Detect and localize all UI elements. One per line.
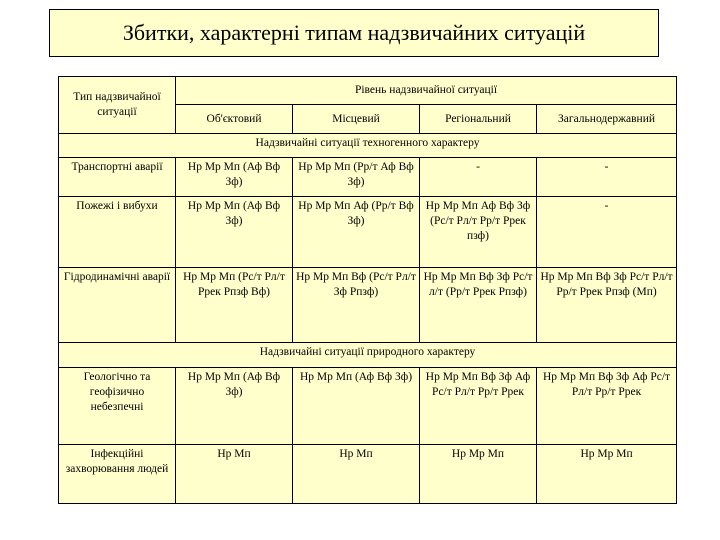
damage-cell: Нр Мр Мп (Рс/т Рл/т Ррек Рпзф Вф) bbox=[176, 268, 293, 343]
damage-cell: Нр Мр Мп (Аф Вф Зф) bbox=[176, 158, 293, 197]
table-row bbox=[59, 367, 677, 444]
section-title-natural: Надзвичайні ситуації природного характеру bbox=[59, 343, 677, 367]
level-national: Загальнодержавний bbox=[537, 105, 677, 133]
section-title-technogenic: Надзвичайні ситуації техногенного характеру bbox=[59, 133, 677, 157]
damage-cell: Нр Мр Мп Вф (Рс/т Рл/т Зф Рпзф) bbox=[293, 268, 420, 343]
table-row bbox=[59, 444, 677, 503]
level-regional: Регіональний bbox=[420, 105, 537, 133]
damage-cell: Нр Мр Мп (Аф Вф Зф) bbox=[176, 367, 293, 444]
damage-cell: Нр Мр Мп Вф Зф Аф Рс/т Рл/т Рр/т Ррек bbox=[420, 367, 537, 444]
damage-cell: Нр Мр Мп Аф Вф Зф (Рс/т Рл/т Рр/т Ррек пзф) bbox=[420, 196, 537, 267]
section-row bbox=[59, 343, 677, 367]
row-type: Геологічно та геофізично небезпечні bbox=[59, 367, 176, 444]
row-type: Пожежі і вибухи bbox=[59, 196, 176, 267]
row-type: Гідродинамічні аварії bbox=[59, 268, 176, 343]
section-row bbox=[59, 133, 677, 157]
damage-cell: Нр Мр Мп bbox=[537, 444, 677, 503]
damage-cell: Нр Мр Мп (Рр/т Аф Вф Зф) bbox=[293, 158, 420, 197]
damage-cell: Нр Мр Мп Вф Зф Аф Рс/т Рл/т Рр/т Ррек bbox=[537, 367, 677, 444]
level-header: Рівень надзвичайної ситуації bbox=[176, 77, 677, 105]
header-row bbox=[59, 77, 677, 105]
type-header: Тип надзвичайної ситуації bbox=[59, 77, 176, 134]
damage-cell: - bbox=[537, 196, 677, 267]
table-row bbox=[59, 268, 677, 343]
damage-cell: Нр Мп bbox=[293, 444, 420, 503]
page-title: Збитки, характерні типам надзвичайних ситуацій bbox=[49, 9, 659, 57]
damage-cell: Нр Мр Мп Вф Зф Рс/т л/т (Рр/т Ррек Рпзф) bbox=[420, 268, 537, 343]
damage-cell: - bbox=[420, 158, 537, 197]
damage-table bbox=[58, 76, 677, 504]
damage-cell: Нр Мр Мп (Аф Вф Зф) bbox=[176, 196, 293, 267]
damage-cell: Нр Мр Мп Аф (Рр/т Вф Зф) bbox=[293, 196, 420, 267]
row-type: Транспортні аварії bbox=[59, 158, 176, 197]
level-object: Об'єктовий bbox=[176, 105, 293, 133]
damage-cell: Нр Мр Мп Вф Зф Рс/т Рл/т Рр/т Ррек Рпзф (Мп) bbox=[537, 268, 677, 343]
table-row bbox=[59, 158, 677, 197]
damage-cell: Нр Мр Мп (Аф Вф Зф) bbox=[293, 367, 420, 444]
damage-cell: Нр Мп bbox=[176, 444, 293, 503]
level-local: Місцевий bbox=[293, 105, 420, 133]
damage-cell: Нр Мр Мп bbox=[420, 444, 537, 503]
row-type: Інфекційні захворювання людей bbox=[59, 444, 176, 503]
table-row bbox=[59, 196, 677, 267]
damage-cell: - bbox=[537, 158, 677, 197]
